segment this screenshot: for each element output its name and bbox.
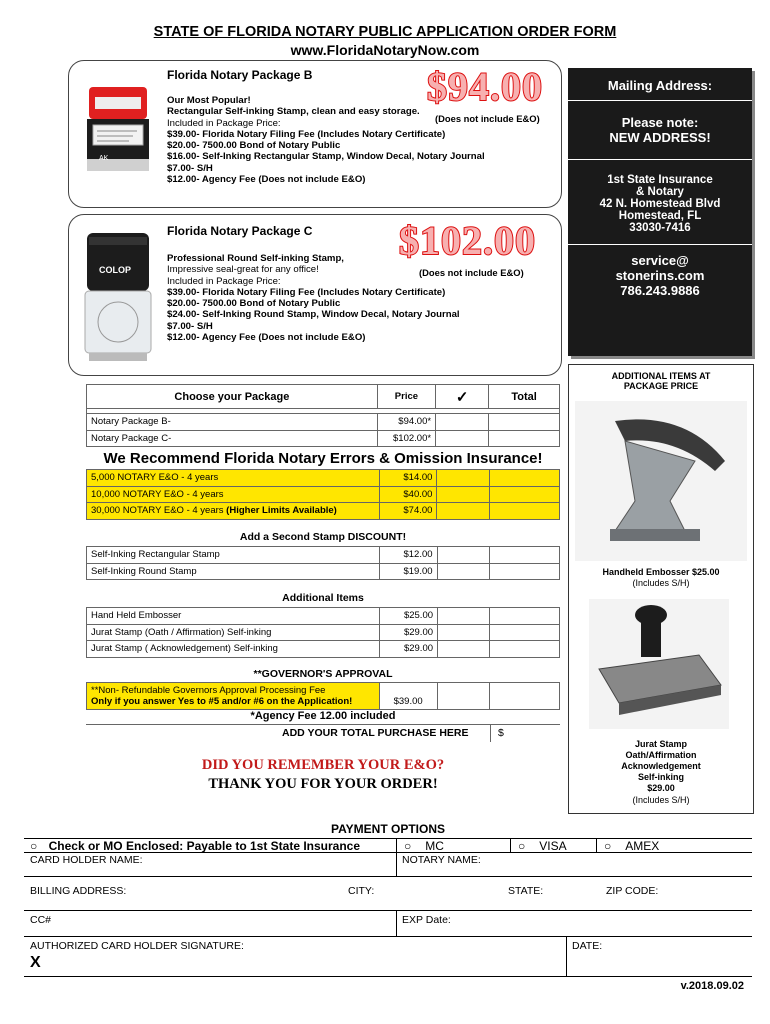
col-header-total: Total [489,385,560,409]
city-label: CITY: [348,885,375,897]
additional-items-table [86,607,560,658]
check-cell[interactable] [437,563,490,580]
embosser-sub: (Includes S/H) [632,578,690,588]
jurat-label: Oath/Affirmation [625,750,697,760]
thank-you: THANK YOU FOR YOUR ORDER! [208,776,438,792]
col-header-price: Price [377,385,435,409]
rule [24,976,752,977]
company-name: 1st State Insurance [607,174,713,186]
amex-label: AMEX [625,839,660,853]
total-divider [490,725,491,742]
total-cell[interactable] [490,547,560,564]
governor-fee-text [87,683,380,710]
divider [568,244,752,245]
second-stamp-table [86,546,560,580]
additional-items-side [568,364,754,814]
additional-items-header: Additional Items [282,592,364,604]
table-row [87,414,560,431]
check-option[interactable] [30,839,360,853]
item-label: Jurat Stamp ( Acknowledgement) Self-inking [87,641,380,658]
governor-line: Only if you answer Yes to #5 and/or #6 on the Application! [91,696,353,707]
item-label: Notary Package C- [87,430,378,447]
visa-label: VISA [539,839,567,853]
card-holder-label: CARD HOLDER NAME: [30,854,143,866]
total-cell[interactable] [490,486,560,503]
package-b-line: Our Most Popular! [167,95,251,106]
check-cell[interactable] [436,430,489,447]
signature-label: AUTHORIZED CARD HOLDER SIGNATURE: [30,940,244,952]
package-b-line: $7.00- S/H [167,162,213,174]
table-row [87,608,560,625]
col-header-package: Choose your Package [87,385,378,409]
payment-section [24,820,752,1002]
item-label [87,503,380,520]
radio-circle-icon[interactable]: ○ [30,839,38,853]
package-c-eo-note: (Does not include E&O) [419,267,524,278]
item-price: $40.00 [379,486,437,503]
governor-header: **GOVERNOR'S APPROVAL [253,668,393,680]
table-row [87,430,560,447]
visa-option[interactable] [518,839,567,853]
governor-table [86,682,560,710]
table-row [87,470,560,487]
package-b-price: $94.00 [427,64,543,109]
package-c-title: Florida Notary Package C [167,224,313,238]
zip-label: ZIP CODE: [606,885,659,897]
billing-address-label: BILLING ADDRESS: [30,885,127,897]
jurat-sub: (Includes S/H) [632,795,690,805]
radio-circle-icon[interactable]: ○ [404,839,412,853]
check-cell[interactable] [436,414,489,431]
table-row [87,683,560,710]
rule [24,876,752,877]
table-row [87,641,560,658]
divider [396,852,397,876]
package-b-line: $12.00- Agency Fee (Does not include E&O) [167,174,366,186]
jurat-stamp-image [589,599,729,729]
table-row [87,547,560,564]
second-stamp-header: Add a Second Stamp DISCOUNT! [239,531,407,543]
package-b-details [167,95,557,185]
embosser-label: Handheld Embosser $25.00 [602,567,720,577]
email-address: service@ [631,253,689,268]
package-b-line: $16.00- Self-Inking Rectangular Stamp, Window Decal, Notary Journal [167,151,485,163]
street-address: 42 N. Homestead Blvd [599,198,721,210]
package-b-card [68,60,562,208]
check-cell[interactable] [437,683,490,710]
eo-item-text: 30,000 NOTARY E&O - 4 years [91,505,227,517]
item-label [87,486,380,503]
side-header: ADDITIONAL ITEMS AT [611,371,711,381]
check-cell[interactable] [437,503,490,520]
check-cell[interactable] [438,608,490,625]
item-price: $29.00 [380,624,438,641]
table-row [87,486,560,503]
item-price: $102.00* [377,430,435,447]
package-b-line: $39.00- Florida Notary Filing Fee (Includes Notary Certificate) [167,128,446,140]
checkmark-icon: ✓ [436,385,489,409]
package-b-line: $20.00- 7500.00 Bond of Notary Public [167,140,341,152]
divider [396,838,397,852]
package-c-line: $39.00- Florida Notary Filing Fee (Includes Notary Certificate) [167,286,446,298]
eo-item-text: 5,000 NOTARY E&O - 4 years [91,472,219,484]
embosser-image [575,401,747,561]
form-title: STATE OF FLORIDA NOTARY PUBLIC APPLICATION ORDER FORM [153,24,617,40]
package-c-line: $7.00- S/H [167,320,213,332]
package-c-line: $12.00- Agency Fee (Does not include E&O) [167,332,366,344]
rule [24,936,752,937]
state-label: STATE: [508,885,544,897]
package-c-line: Professional Round Self-inking Stamp, [167,253,344,264]
amex-option[interactable] [604,839,659,853]
divider [396,910,397,936]
new-address-note: Please note: [621,115,699,130]
divider [566,936,567,976]
item-label: Self-Inking Rectangular Stamp [87,547,380,564]
mc-label: MC [425,839,444,853]
eo-item-text: 10,000 NOTARY E&O - 4 years [91,488,224,500]
table-row [87,563,560,580]
email-address: stonerins.com [615,268,705,283]
jurat-label: Acknowledgement [621,761,701,771]
rule [24,852,752,853]
item-label: Hand Held Embosser [87,608,380,625]
total-cell[interactable] [490,624,560,641]
item-price: $12.00 [379,547,437,564]
zip-address: 33030-7416 [629,222,691,234]
item-price: $94.00* [377,414,435,431]
total-cell[interactable] [490,503,560,520]
stamp-brand-label: AK [99,155,109,162]
total-purchase-row [86,724,560,742]
package-order-table [86,384,560,447]
total-cell[interactable] [489,430,560,447]
radio-circle-icon[interactable]: ○ [518,839,526,853]
item-label [87,470,380,487]
package-c-price: $102.00 [399,218,536,263]
round-stamp-image [81,227,155,367]
item-price: $74.00 [379,503,437,520]
item-label: Notary Package B- [87,414,378,431]
total-cell[interactable] [490,563,560,580]
divider [596,838,597,852]
item-price: $29.00 [380,641,438,658]
payment-header: PAYMENT OPTIONS [330,822,446,836]
package-c-line: Impressive seal-great for any office! [167,264,319,276]
package-c-card [68,214,562,376]
item-price [379,683,437,710]
eo-reminder: DID YOU REMEMBER YOUR E&O? [201,757,445,773]
package-b-line: Rectangular Self-inking Stamp, clean and easy storage. [167,106,420,118]
package-b-title: Florida Notary Package B [167,68,313,82]
total-cell[interactable] [490,470,560,487]
total-input[interactable] [492,724,560,741]
divider [568,159,752,160]
total-cell[interactable] [490,608,560,625]
company-name: & Notary [636,186,684,198]
check-cell[interactable] [437,470,490,487]
eo-item-extra: (Higher Limits Available) [226,505,337,517]
website-url: www.FloridaNotaryNow.com [290,42,480,58]
mailing-address-panel [568,68,752,356]
governor-line: **Non- Refundable Governors Approval Processing Fee [91,685,326,696]
eo-header: We Recommend Florida Notary Errors & Omission Insurance! [103,450,543,467]
stamp-brand-label: COLOP [99,265,132,275]
total-cell[interactable] [490,683,560,710]
jurat-price: $29.00 [647,783,675,793]
item-price: $19.00 [379,563,437,580]
check-cell[interactable] [437,547,490,564]
table-row [87,503,560,520]
jurat-label: Jurat Stamp [634,739,687,749]
side-header: PACKAGE PRICE [623,381,699,391]
check-option-label: Check or MO Enclosed: Payable to 1st State Insurance [48,839,361,853]
mc-option[interactable] [404,839,444,853]
table-row [87,624,560,641]
check-cell[interactable] [438,624,490,641]
date-label: DATE: [572,940,603,952]
exp-date-label: EXP Date: [402,914,451,926]
item-price: $25.00 [380,608,438,625]
total-purchase-label: ADD YOUR TOTAL PURCHASE HERE [282,727,469,739]
rule [24,910,752,911]
governor-price: $39.00 [393,695,423,707]
item-price: $14.00 [379,470,437,487]
item-label: Jurat Stamp (Oath / Affirmation) Self-inking [87,624,380,641]
divider [510,838,511,852]
city-address: Homestead, FL [618,210,702,222]
phone-number: 786.243.9886 [620,283,700,298]
mailing-address-header: Mailing Address: [568,68,752,101]
total-dollar: $ [498,727,504,739]
new-address-note: NEW ADDRESS! [609,130,711,145]
cc-label: CC# [30,914,52,926]
package-c-line: $24.00- Self-Inking Round Stamp, Window Decal, Notary Journal [167,309,460,321]
check-cell[interactable] [438,641,490,658]
package-c-line: $20.00- 7500.00 Bond of Notary Public [167,298,341,310]
radio-circle-icon[interactable]: ○ [604,839,612,853]
check-cell[interactable] [437,486,490,503]
agency-fee-note: *Agency Fee 12.00 included [250,710,396,722]
package-c-line: Included in Package Price: [167,275,281,287]
rectangular-stamp-image [83,81,153,181]
jurat-label: Self-inking [637,772,684,782]
version-label: v.2018.09.02 [680,980,744,992]
notary-name-label: NOTARY NAME: [402,854,481,866]
signature-x-mark[interactable]: X [30,954,41,971]
package-b-eo-note: (Does not include E&O) [435,113,540,124]
item-label: Self-Inking Round Stamp [87,563,380,580]
total-cell[interactable] [489,414,560,431]
package-b-line: Included in Package Price: [167,117,281,129]
total-cell[interactable] [490,641,560,658]
eo-table [86,469,560,520]
